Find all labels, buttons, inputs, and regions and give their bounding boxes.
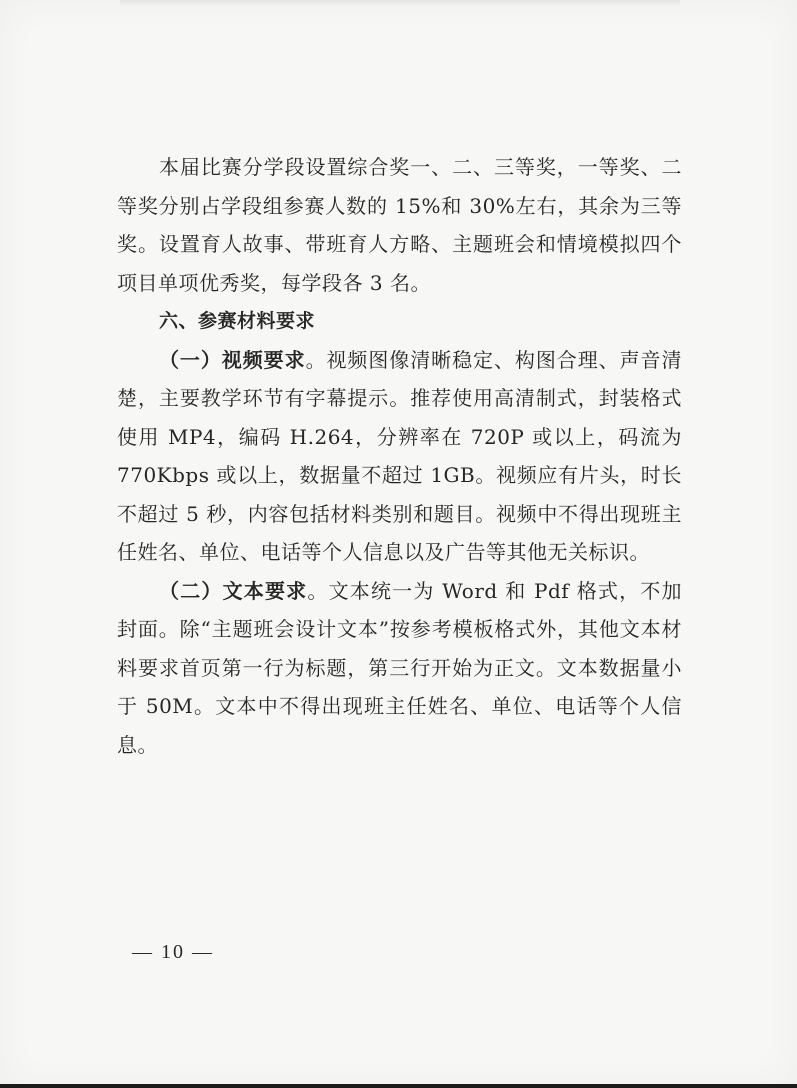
section-heading: 六、参赛材料要求 [159,310,316,332]
awards-paragraph: 本届比赛分学段设置综合奖一、二、三等奖，一等奖、二等奖分别占学段组参赛人数的 15%和 30%左右，其余为三等奖。设置育人故事、带班育人方略、主题班会和情境模拟四个项目单项优秀奖，每学段各 3 名。 [117,155,682,295]
scan-shadow [120,0,680,6]
page-number: — 10 — [132,941,214,963]
document-body [117,148,682,764]
text-requirements-text: 。文本统一为 Word 和 Pdf 格式，不加封面。除“主题班会设计文本”按参考模板格式外，其他文本材料要求首页第一行为标题，第三行开始为正文。文本数据量小于 50M。文本中不得出现班主任姓名、单位、电话等个人信息。 [117,578,682,757]
text-requirements-paragraph [117,572,682,765]
video-requirements-paragraph [117,341,682,572]
scan-bottom-edge [0,1084,797,1088]
video-requirements-text: 。视频图像清晰稳定、构图合理、声音清楚，主要教学环节有字幕提示。推荐使用高清制式，封装格式使用 MP4，编码 H.264，分辨率在 720P 或以上，码流为 770Kbps 或以上，数据量不超过 1GB。视频应有片头，时长不超过 5 秒，内容包括材料类别和题目。视频中不得出现班主任姓名、单位、电话等个人信息以及广告等其他无关标识。 [117,347,682,564]
text-requirements-label: （二）文本要求 [159,578,308,603]
video-requirements-label: （一）视频要求 [159,347,306,372]
